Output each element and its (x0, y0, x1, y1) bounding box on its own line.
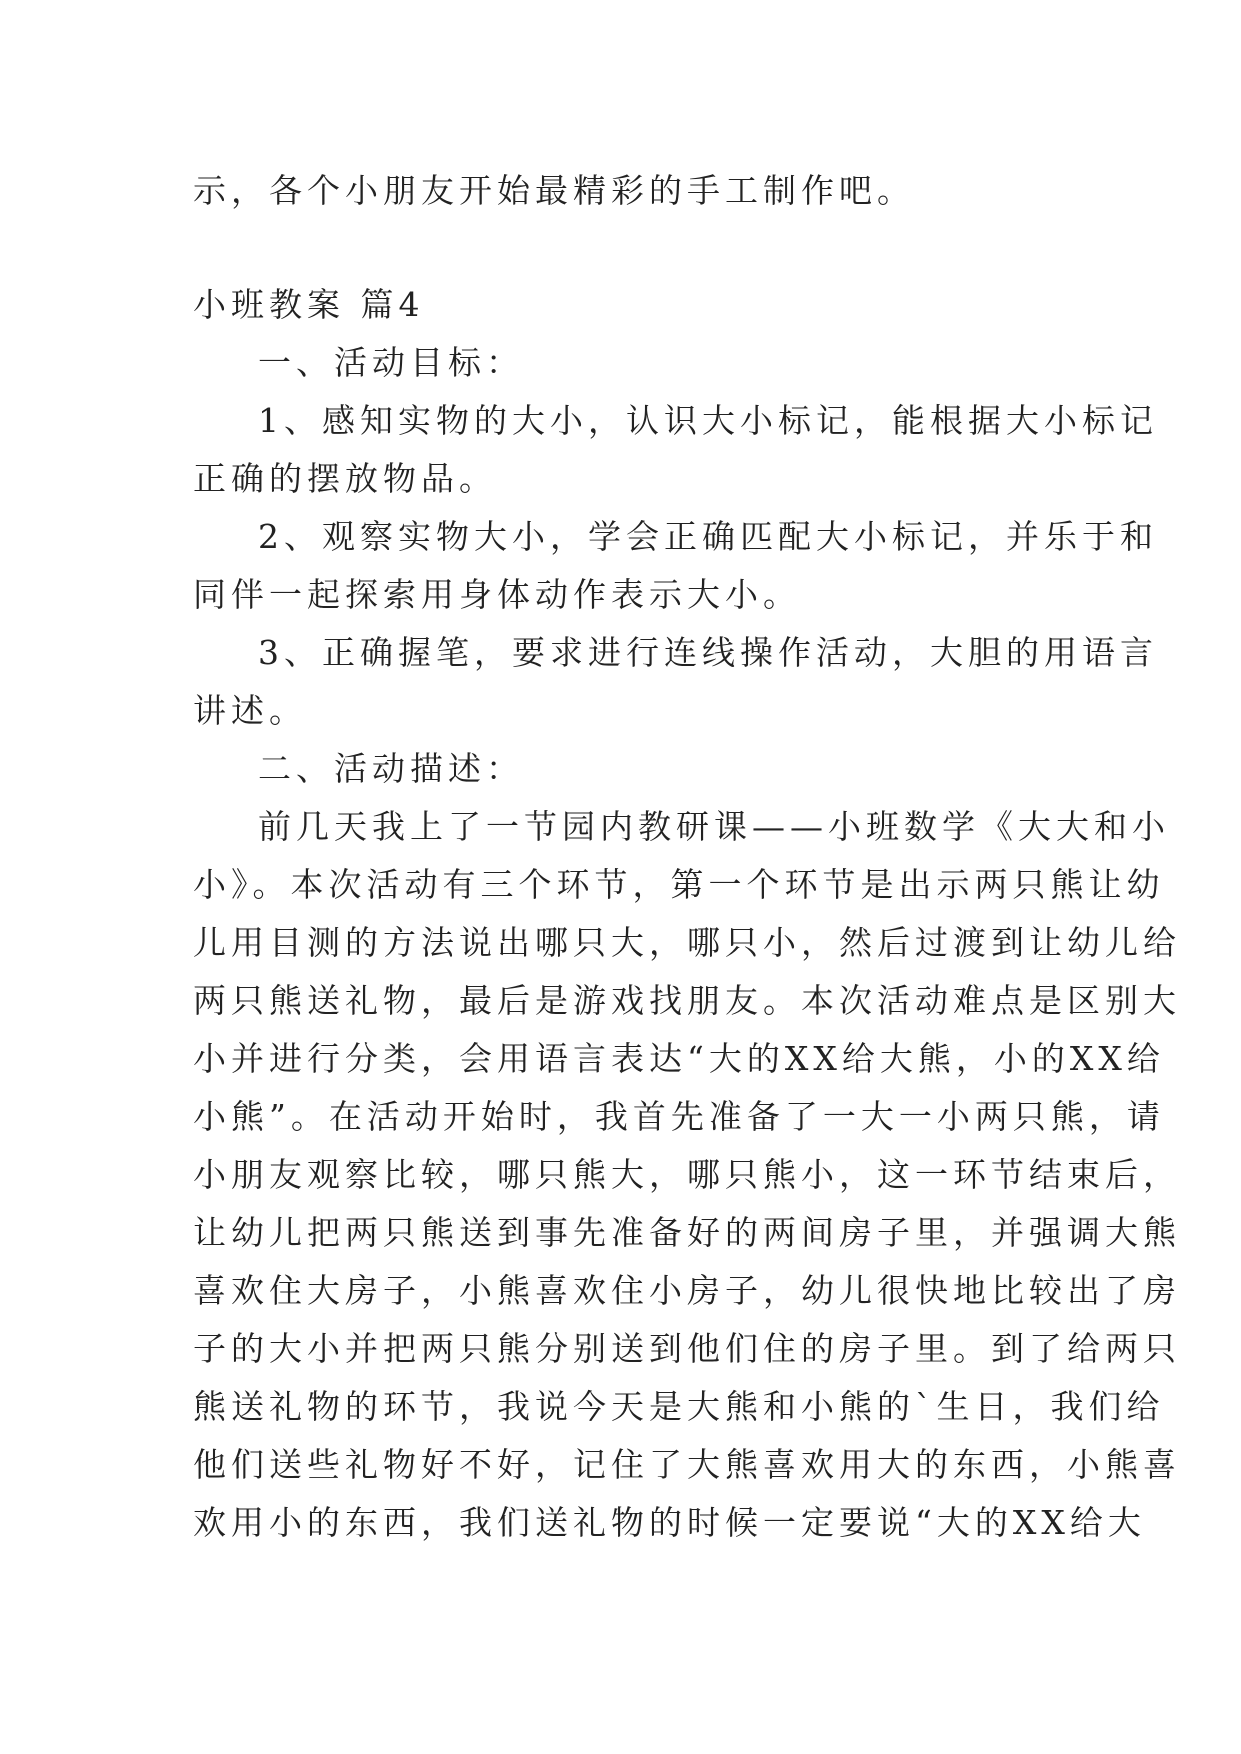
paragraph-line: 喜欢住大房子，小熊喜欢住小房子，幼儿很快地比较出了房 (193, 1271, 1181, 1310)
paragraph-line: 讲述。 (193, 691, 307, 730)
paragraph-line: 1、感知实物的大小，认识大小标记，能根据大小标记 (258, 401, 1158, 440)
paragraph-line: 熊送礼物的环节，我说今天是大熊和小熊的`生日，我们给 (193, 1387, 1165, 1426)
paragraph-line: 儿用目测的方法说出哪只大，哪只小，然后过渡到让幼儿给 (193, 923, 1181, 962)
paragraph-line: 子的大小并把两只熊分别送到他们住的房子里。到了给两只 (193, 1329, 1181, 1368)
paragraph-line: 小并进行分类，会用语言表达“大的XX给大熊，小的XX给 (193, 1039, 1165, 1078)
subheading-description: 二、活动描述： (258, 749, 524, 788)
paragraph-line: 同伴一起探索用身体动作表示大小。 (193, 575, 801, 614)
paragraph-line: 他们送些礼物好不好，记住了大熊喜欢用大的东西，小熊喜 (193, 1445, 1181, 1484)
subheading-goals: 一、活动目标： (258, 343, 524, 382)
paragraph-line: 2、观察实物大小，学会正确匹配大小标记，并乐于和 (258, 517, 1158, 556)
section-heading: 小班教案 篇4 (193, 285, 425, 324)
paragraph-line: 3、正确握笔，要求进行连线操作活动，大胆的用语言 (258, 633, 1158, 672)
paragraph-line: 两只熊送礼物，最后是游戏找朋友。本次活动难点是区别大 (193, 981, 1181, 1020)
paragraph-line: 让幼儿把两只熊送到事先准备好的两间房子里，并强调大熊 (193, 1213, 1181, 1252)
paragraph-line: 正确的摆放物品。 (193, 459, 497, 498)
paragraph-line: 欢用小的东西，我们送礼物的时候一定要说“大的XX给大 (193, 1503, 1146, 1542)
paragraph-line: 示，各个小朋友开始最精彩的手工制作吧。 (193, 171, 915, 210)
paragraph-line: 小朋友观察比较，哪只熊大，哪只熊小，这一环节结束后， (193, 1155, 1181, 1194)
paragraph-line: 前几天我上了一节园内教研课——小班数学《大大和小 (258, 807, 1170, 846)
paragraph-line: 小》。本次活动有三个环节，第一个环节是出示两只熊让幼 (193, 865, 1165, 904)
paragraph-line: 小熊”。在活动开始时，我首先准备了一大一小两只熊，请 (193, 1097, 1165, 1136)
